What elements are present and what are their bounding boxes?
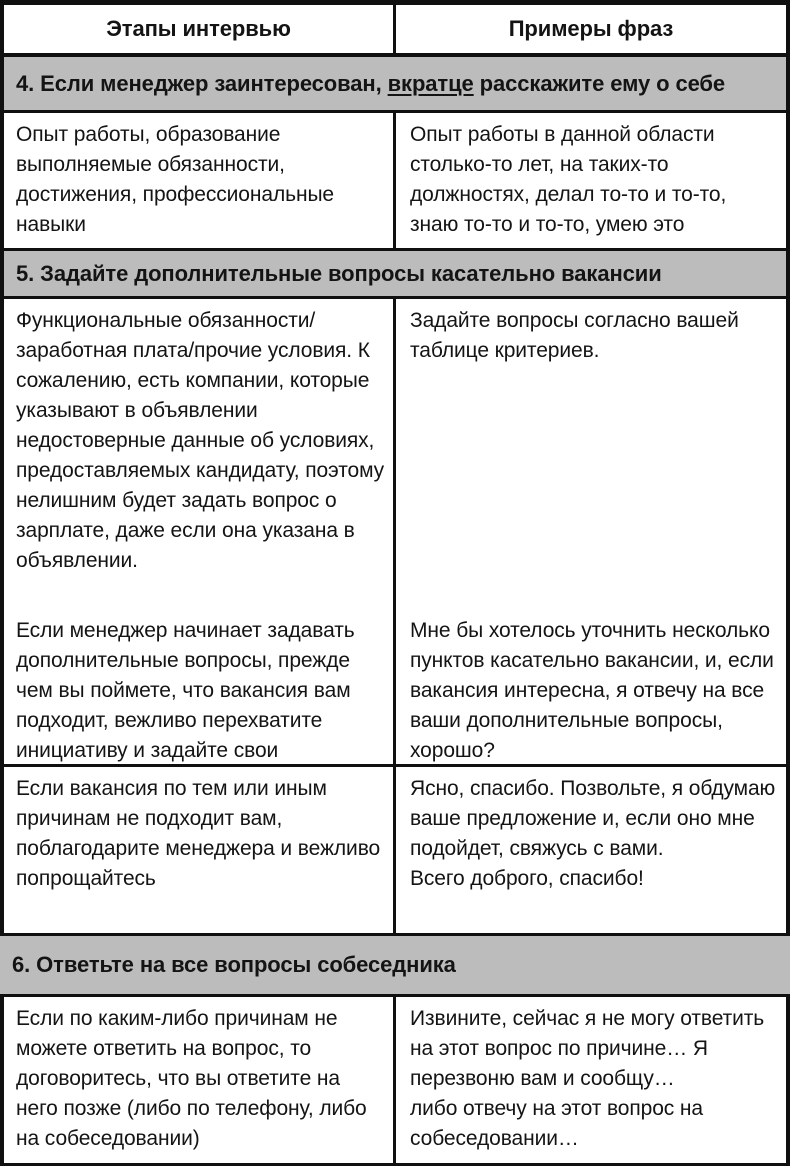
section-6-content-row <box>0 994 790 1166</box>
section-5-row-1-stage-paragraph-1: Функциональные обязанности/ заработная плата/прочие условия. К сожалению, есть компании, которые указывают в объявлении недостоверные данные об условиях, предоставляемых кандидату, поэтому нелишним будет задать вопрос о зарплате, даже если она указана в объявлении. <box>16 309 385 572</box>
section-5-row-2 <box>0 767 790 936</box>
section-4-content-row <box>0 113 790 251</box>
section-5-row-2-stage-cell <box>4 767 396 933</box>
section-6-phrase-line-2: либо отвечу на этот вопрос на собеседовании… <box>410 1097 703 1150</box>
section-5-row-2-phrase-line-2: Всего доброго, спасибо! <box>410 867 644 890</box>
table-header-row <box>0 0 790 57</box>
section-4-title-underlined-word: вкратце <box>387 70 474 96</box>
column-header-phrases-label: Примеры фраз <box>508 16 674 41</box>
section-5-row-1-phrase-paragraph-1: Задайте вопросы согласно вашей таблице критериев. <box>410 309 739 362</box>
section-5-header <box>0 251 790 299</box>
column-header-phrases <box>396 5 786 53</box>
section-5-row-1 <box>0 299 790 767</box>
section-5-row-1-phrase-cell <box>396 299 786 764</box>
section-5-title: 5. Задайте дополнительные вопросы касательно вакансии <box>16 260 662 286</box>
section-5-row-1-stage-paragraph-2: Если менеджер начинает задавать дополнительные вопросы, прежде чем вы поймете, что вакансия вам подходит, вежливо перехватите инициативу и задайте свои <box>16 619 355 762</box>
section-5-row-2-phrase-line-1: Ясно, спасибо. Позвольте, я обдумаю ваше предложение и, если оно мне подойдет, свяжусь с вами. <box>410 777 776 860</box>
section-4-title <box>16 71 725 97</box>
section-4-phrase-cell <box>396 113 786 248</box>
section-6-header <box>0 936 790 994</box>
section-6-title: 6. Ответьте на все вопросы собеседника <box>12 952 456 977</box>
section-5-row-2-phrase-cell <box>396 767 786 933</box>
section-4-phrase-text: Опыт работы в данной области столько-то лет, на таких-то должностях, делал то-то и то-то, знаю то-то и то-то, умею это <box>410 123 727 236</box>
section-5-row-1-stage-cell <box>4 299 396 764</box>
section-6-stage-text: Если по каким-либо причинам не можете ответить на вопрос, то договоритесь, что вы ответите на него позже (либо по телефону, либо на собеседовании) <box>16 1007 367 1150</box>
section-4-header <box>0 57 790 113</box>
section-4-title-pre: 4. Если менеджер заинтересован, <box>16 70 388 96</box>
section-6-phrase-cell <box>396 997 786 1163</box>
section-6-phrase-line-1: Извините, сейчас я не могу ответить на этот вопрос по причине… Я перезвоню вам и сообщу… <box>410 1007 765 1090</box>
section-4-stage-text: Опыт работы, образование выполняемые обязанности, достижения, профессиональные навыки <box>16 123 335 236</box>
section-4-stage-cell <box>4 113 396 248</box>
section-5-row-1-phrase-paragraph-2: Мне бы хотелось уточнить несколько пунктов касательно вакансии, и, если вакансия интересна, я отвечу на все ваши дополнительные вопросы, хорошо? <box>410 619 774 762</box>
column-header-stages-label: Этапы интервью <box>106 16 291 41</box>
column-header-stages <box>4 5 396 53</box>
section-5-row-2-stage-text: Если вакансия по тем или иным причинам не подходит вам, поблагодарите менеджера и вежливо попрощайтесь <box>16 777 381 890</box>
section-4-title-post: расскажите ему о себе <box>473 70 726 96</box>
section-6-stage-cell <box>4 997 396 1163</box>
